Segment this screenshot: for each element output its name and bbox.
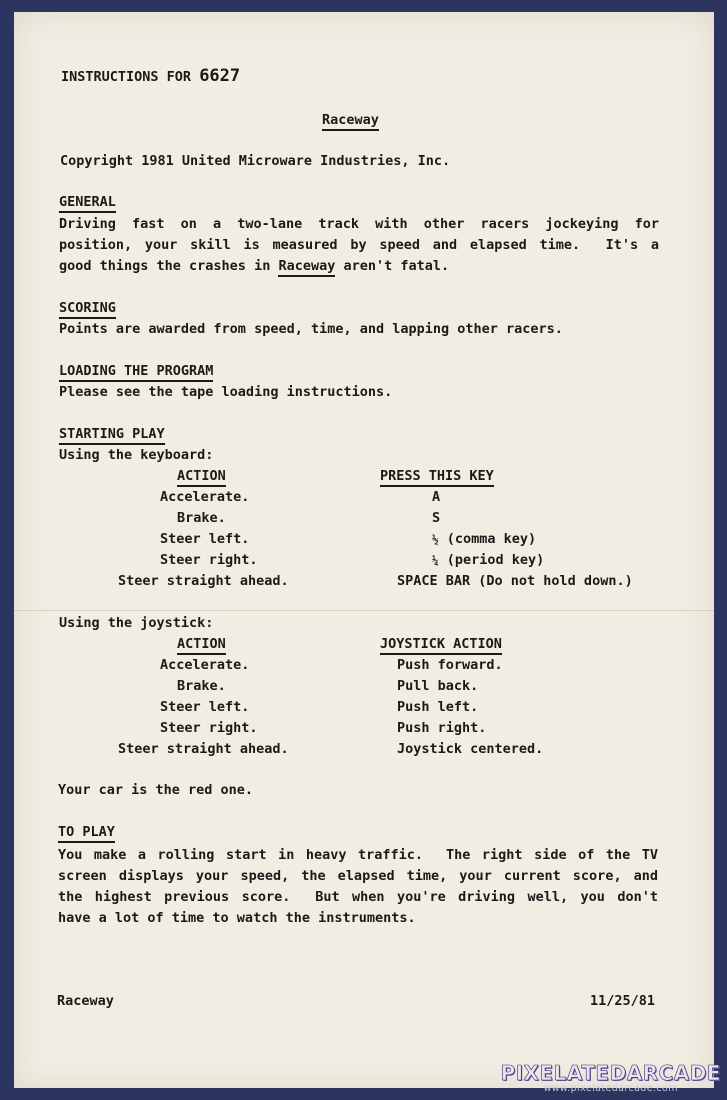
keyboard-action-steer-left: Steer left. bbox=[160, 531, 250, 547]
keyboard-action-brake: Brake. bbox=[177, 510, 226, 526]
copyright-notice: Copyright 1981 United Microware Industries, Inc. bbox=[60, 153, 451, 169]
keyboard-action-steer-right: Steer right. bbox=[160, 552, 258, 568]
general-line-3 bbox=[59, 258, 449, 274]
general-line-1: Driving fast on a two-lane track with other racers jockeying for bbox=[59, 216, 659, 232]
watermark-url: www.pixelatedarcade.com bbox=[543, 1083, 678, 1094]
instructions-for-heading bbox=[61, 68, 240, 85]
model-number: 6627 bbox=[199, 66, 241, 86]
document-title: Raceway bbox=[322, 112, 379, 131]
joystick-intro: Using the joystick: bbox=[59, 615, 214, 631]
joystick-move-steer-right: Push right. bbox=[397, 720, 487, 736]
comma-key-label: (comma key) bbox=[438, 531, 537, 547]
general-heading: GENERAL bbox=[59, 194, 116, 213]
general-line-3-start: good things the crashes in bbox=[59, 258, 279, 274]
to-play-line-3: the highest previous score. But when you're driving well, you don't bbox=[58, 889, 658, 905]
to-play-line-1: You make a rolling start in heavy traffic. The right side of the TV bbox=[58, 847, 658, 863]
comma-key-glyph: ½ bbox=[432, 533, 439, 546]
general-line-3-end: aren't fatal. bbox=[335, 258, 450, 274]
watermark-brand: PIXELATEDARCADE bbox=[500, 1061, 721, 1085]
period-key-label: (period key) bbox=[438, 552, 545, 568]
footer-title: Raceway bbox=[57, 993, 114, 1009]
keyboard-key-accelerate: A bbox=[432, 489, 441, 505]
instruction-sheet bbox=[14, 12, 714, 1088]
keyboard-action-header: ACTION bbox=[177, 468, 226, 487]
keyboard-key-steer-straight: SPACE BAR (Do not hold down.) bbox=[397, 573, 633, 589]
watermark bbox=[500, 1061, 721, 1094]
paper-fold-line bbox=[14, 610, 714, 611]
keyboard-key-steer-left bbox=[432, 531, 536, 548]
loading-text: Please see the tape loading instructions. bbox=[59, 384, 393, 400]
to-play-line-2: screen displays your speed, the elapsed time, your current score, and bbox=[58, 868, 658, 884]
joystick-move-steer-straight: Joystick centered. bbox=[397, 741, 544, 757]
keyboard-action-steer-straight: Steer straight ahead. bbox=[118, 573, 289, 589]
joystick-header: JOYSTICK ACTION bbox=[380, 636, 502, 655]
keyboard-key-steer-right bbox=[432, 552, 544, 569]
game-name-reference: Raceway bbox=[278, 258, 335, 277]
press-key-header: PRESS THIS KEY bbox=[380, 468, 494, 487]
keyboard-intro: Using the keyboard: bbox=[59, 447, 214, 463]
keyboard-action-accelerate: Accelerate. bbox=[160, 489, 250, 505]
to-play-heading: TO PLAY bbox=[58, 824, 115, 843]
keyboard-key-brake: S bbox=[432, 510, 441, 526]
joystick-move-accelerate: Push forward. bbox=[397, 657, 503, 673]
joystick-action-steer-left: Steer left. bbox=[160, 699, 250, 715]
to-play-line-4: have a lot of time to watch the instruments. bbox=[58, 910, 416, 926]
instructions-for-label: INSTRUCTIONS FOR bbox=[61, 69, 192, 85]
scoring-heading: SCORING bbox=[59, 300, 116, 319]
joystick-action-accelerate: Accelerate. bbox=[160, 657, 250, 673]
footer-date: 11/25/81 bbox=[590, 993, 656, 1009]
scoring-text: Points are awarded from speed, time, and lapping other racers. bbox=[59, 321, 563, 337]
joystick-move-brake: Pull back. bbox=[397, 678, 479, 694]
loading-heading: LOADING THE PROGRAM bbox=[59, 363, 213, 382]
joystick-action-steer-right: Steer right. bbox=[160, 720, 258, 736]
period-key-glyph: ¼ bbox=[432, 554, 439, 567]
starting-play-heading: STARTING PLAY bbox=[59, 426, 165, 445]
joystick-action-steer-straight: Steer straight ahead. bbox=[118, 741, 289, 757]
car-color-note: Your car is the red one. bbox=[58, 782, 254, 798]
joystick-move-steer-left: Push left. bbox=[397, 699, 479, 715]
joystick-action-brake: Brake. bbox=[177, 678, 226, 694]
general-line-2: position, your skill is measured by speed and elapsed time. It's a bbox=[59, 237, 659, 253]
joystick-action-header: ACTION bbox=[177, 636, 226, 655]
